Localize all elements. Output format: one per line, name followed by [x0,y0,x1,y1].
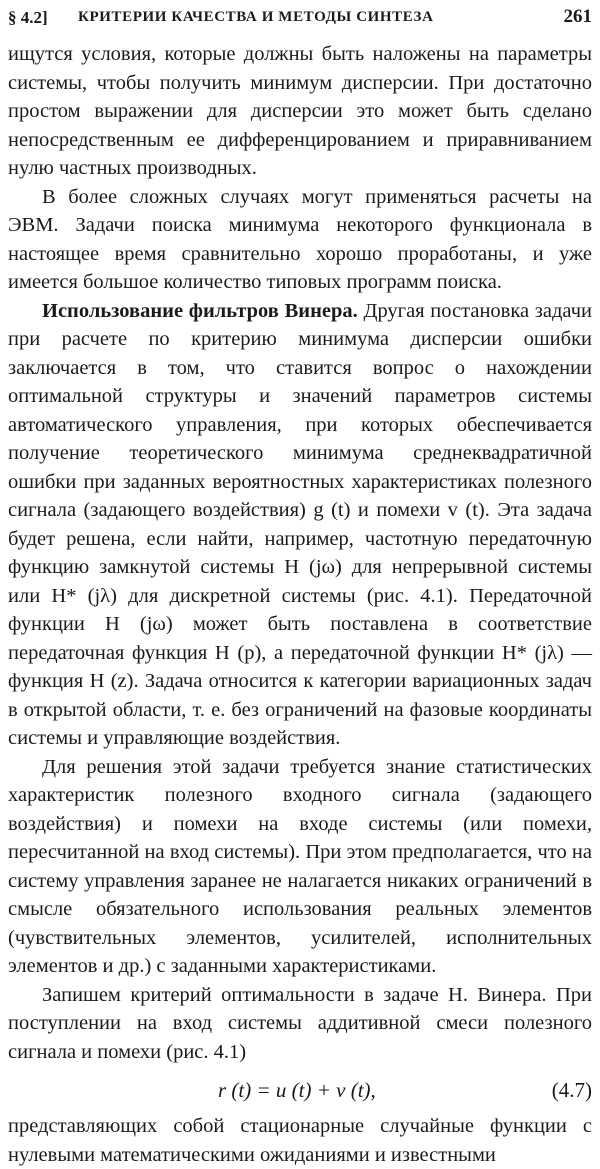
body-text [8,40,592,1169]
equation-4-7 [8,1070,592,1112]
page-number: 261 [563,6,592,27]
paragraph-3 [8,297,592,753]
paragraph-1: ищутся условия, которые должны быть наложены на параметры системы, чтобы получить минимум дисперсии. При достаточно простом выражении для дисперсии это может быть сделано непосредственным ее дифференцированием и приравниванием нулю частных производных. [8,43,592,179]
paragraph-5: Запишем критерий оптимальности в задаче Н. Винера. При поступлении на вход системы аддитивной смеси полезного сигнала и помехи (рис. 4.1) [8,983,592,1063]
equation-formula: r (t) = u (t) + v (t), [218,1078,376,1102]
section-number: § 4.2] [8,8,48,27]
running-title: КРИТЕРИИ КАЧЕСТВА И МЕТОДЫ СИНТЕЗА [78,9,434,25]
paragraph-2: В более сложных случаях могут применяться расчеты на ЭВМ. Задачи поиска минимума некоторого функционала в настоящее время сравнительно хорошо проработаны, и уже имеется большое количество типовых программ поиска. [8,185,592,293]
paragraph-6: представляющих собой стационарные случайные функции с нулевыми математическими ожиданиями и известными [8,1115,592,1166]
paragraph-4: Для решения этой задачи требуется знание статистических характеристик полезного входного сигнала (задающего воздействия) и помехи на входе системы (или помехи, пересчитанной на вход системы). При этом предполагается, что на систему управления заранее не налагается никаких ограничений в смысле обязательного использования реальных элементов (чувствительных элементов, усилителей, исполнительных элементов и др.) с заданными характеристиками. [8,755,592,977]
running-header [8,4,592,40]
paragraph-3-lead: Использование фильтров Винера. [42,299,358,322]
equation-number: (4.7) [551,1078,592,1102]
paragraph-3-body: Другая постановка задачи при расчете по критерию минимума дисперсии ошибки заключается в том, что ставится вопрос о нахождении оптимальной структуры и значений параметров системы автоматического управления, при которых обеспечивается получение теоретического минимума среднеквадратичной ошибки при заданных вероятностных характеристиках полезного сигнала (задающего воздействия) g (t) и помехи v (t). Эта задача будет решена, если найти, например, частотную передаточную функцию замкнутой системы H (jω) для непрерывной системы или H* (jλ) для дискретной системы (рис. 4.1). Передаточной функции H (jω) может быть поставлена в соответствие передаточная функция H (p), а передаточной функции H* (jλ) — функция H (z). Задача относится к категории вариационных задач в открытой области, т. е. без ограничений на фазовые координаты системы и управляющие воздействия. [8,299,592,749]
book-page [8,4,592,1169]
